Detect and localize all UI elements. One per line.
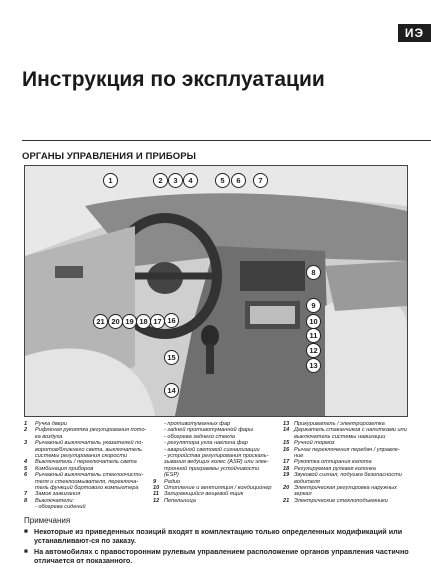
section-title: ОРГАНЫ УПРАВЛЕНИЯ И ПРИБОРЫ — [22, 151, 197, 162]
note-text: На автомобилях с правосторонним рулевым управлением расположение органов управления частично отличается от показанного. — [34, 547, 409, 565]
note-item — [24, 527, 410, 545]
dashboard-drawing — [25, 166, 407, 416]
callout-11: 11 — [306, 328, 321, 343]
legend-row: 5 Комбинация приборов — [24, 465, 94, 472]
legend-row: системы регулирования скорости — [35, 453, 128, 460]
notes-title: Примечания — [24, 516, 71, 525]
legend-row: 18 Регулируемая рулевая колонка — [283, 465, 376, 472]
legend-row: (ESP) — [164, 472, 179, 479]
legend-row: зывания ведущих колес (ASR) или элек- — [164, 459, 269, 466]
legend-row: зеркал — [294, 491, 312, 498]
callout-5: 5 — [215, 173, 230, 188]
legend-row: 15 Ручной тормоз — [283, 440, 335, 447]
legend-row: ние — [294, 453, 304, 460]
legend-row: - противотуманных фар — [164, 421, 231, 427]
page-title: Инструкция по эксплуатации — [22, 68, 325, 91]
callout-15: 15 — [164, 350, 179, 365]
legend-row: ка воздуха — [35, 433, 63, 440]
legend-row: 16 Рычаг переключения передач / управле- — [283, 446, 400, 453]
legend-row: 7 Замок зажигания — [24, 491, 81, 498]
callout-21: 21 — [93, 314, 108, 329]
legend-row: воротов/ближнего света, выключатель — [35, 446, 142, 453]
legend-column-1 — [24, 421, 150, 511]
legend-column-3 — [283, 421, 418, 504]
legend-row: 14 Держатель стаканчиков с напитками или — [283, 427, 407, 434]
legend-row: выключатель системы навигации — [294, 433, 386, 440]
callout-12: 12 — [306, 343, 321, 358]
legend-row: тронной программы устойчивости — [164, 465, 260, 472]
legend-row: водителя — [294, 478, 320, 485]
legend-row: 4 Выключатель / переключатель света — [24, 459, 137, 466]
legend-row: 8 Выключатели: — [24, 497, 75, 504]
legend-row: - регулятора угла наклона фар — [164, 440, 248, 447]
callout-20: 20 — [108, 314, 123, 329]
callout-1: 1 — [103, 173, 118, 188]
callout-7: 7 — [253, 173, 268, 188]
legend-row: 20 Электрическая регулировка наружных — [283, 485, 397, 492]
legend-column-2 — [153, 421, 279, 504]
callout-2: 2 — [153, 173, 168, 188]
dashboard-illustration — [24, 165, 408, 417]
legend-row: 6 Рычажный выключатель стеклоочисти- — [24, 472, 144, 479]
callout-14: 14 — [164, 383, 179, 398]
legend-row: 9 Радио — [153, 478, 181, 485]
callout-13: 13 — [306, 358, 321, 373]
section-badge: ИЭ — [398, 24, 431, 42]
note-item — [24, 547, 410, 565]
legend-row: - обогрева сидений — [35, 504, 86, 511]
callout-10: 10 — [306, 314, 321, 329]
legend-row: 3 Рычажный выключатель указателей по- — [24, 440, 144, 447]
legend-row: - аварийной световой сигнализации — [164, 446, 260, 453]
callout-19: 19 — [122, 314, 137, 329]
callout-6: 6 — [231, 173, 246, 188]
callout-17: 17 — [150, 314, 165, 329]
legend-row: - устройства регулирования проскаль- — [164, 453, 269, 460]
legend-row: 19 Звуковой сигнал, подушка безопасности — [283, 472, 402, 479]
legend-row: 11 Запирающийся вещевой ящик — [153, 491, 244, 498]
divider — [22, 140, 431, 141]
square-bullet-icon: ■ — [24, 528, 28, 535]
callout-16: 16 — [164, 313, 179, 328]
legend-row: - задней противотуманной фары — [164, 427, 254, 434]
legend-row: 21 Электрические стеклоподъемники — [283, 497, 388, 504]
legend-row: 12 Пепельница — [153, 497, 196, 504]
legend-row: 17 Рукоятка отпирания капота — [283, 459, 372, 466]
legend-row: 13 Прикуриватель / электророзетка — [283, 421, 385, 427]
square-bullet-icon: ■ — [24, 548, 28, 555]
callout-18: 18 — [136, 314, 151, 329]
callout-4: 4 — [183, 173, 198, 188]
legend-row: 2 Рифленая рукоятка регулирования пото- — [24, 427, 147, 434]
legend-row: - обогрева заднего стекла — [164, 433, 235, 440]
legend-row: тель функций бортового компьютера — [35, 485, 139, 492]
callout-9: 9 — [306, 298, 321, 313]
callout-3: 3 — [168, 173, 183, 188]
legend-row: 1 Ручка двери — [24, 421, 67, 427]
note-text: Некоторые из приведенных позиций входят в комплектацию только определенных модификаций или устанавливают-ся по заказу. — [34, 527, 403, 545]
legend-row: 10 Отопление и вентиляция / кондиционер — [153, 485, 272, 492]
legend-row: теля и стеклоомывателя, переключа- — [35, 478, 139, 485]
callout-8: 8 — [306, 265, 321, 280]
